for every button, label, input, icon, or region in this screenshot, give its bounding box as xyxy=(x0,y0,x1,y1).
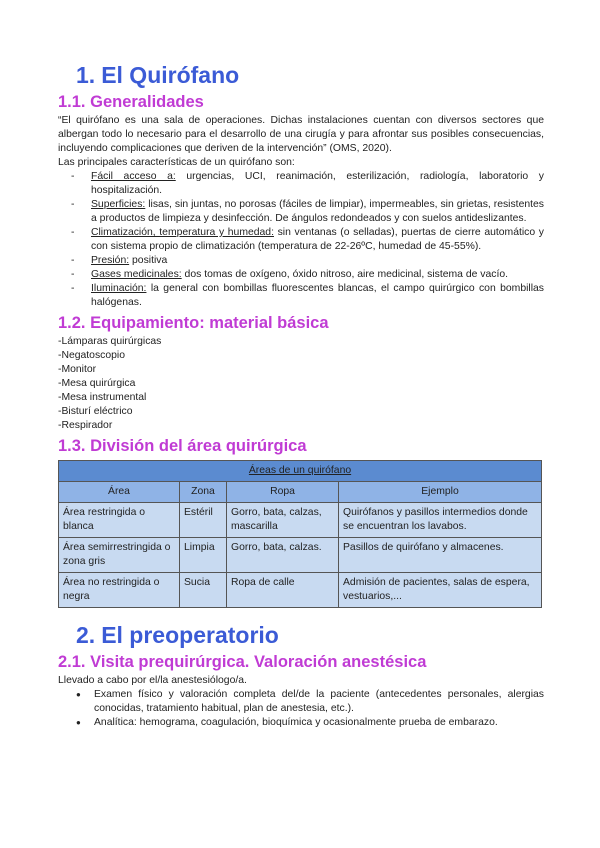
subsection-number: 2.1. xyxy=(58,653,86,671)
list-item xyxy=(91,198,544,226)
subsection-1-3-heading xyxy=(58,437,544,456)
subsection-number: 1.2. xyxy=(58,314,86,332)
table-cell: Gorro, bata, calzas. xyxy=(227,538,339,573)
table-cell: Gorro, bata, calzas, mascarilla xyxy=(227,503,339,538)
subsection-title: Equipamiento: material básica xyxy=(90,314,329,332)
subsection-number: 1.3. xyxy=(58,437,86,455)
section-2-heading xyxy=(76,622,544,649)
table-cell: Área no restringida o negra xyxy=(59,573,180,608)
table-header: Área xyxy=(59,482,180,503)
table-cell: Limpia xyxy=(180,538,227,573)
item-label: Climatización, temperatura y humedad: xyxy=(91,227,274,238)
table-cell: Ropa de calle xyxy=(227,573,339,608)
item-text: urgencias, UCI, reanimación, esterilización, radiología, laboratorio y hospitalización. xyxy=(91,171,544,196)
subsection-2-1-heading xyxy=(58,653,544,672)
subsection-title: División del área quirúrgica xyxy=(90,437,307,455)
item-text: dos tomas de oxígeno, óxido nitroso, aire medicinal, sistema de vacío. xyxy=(181,269,508,280)
equipment-item: -Lámparas quirúrgicas xyxy=(58,336,162,347)
list-item xyxy=(91,254,544,268)
subsection-1-1-heading xyxy=(58,93,544,112)
table-cell: Pasillos de quirófano y almacenes. xyxy=(339,538,542,573)
item-text: sin ventanas (o selladas), puertas de cierre automático y con sistema propio de climatización (temperatura de 22-26ºC, humedad de 45-55%). xyxy=(91,227,544,252)
surgical-areas-table xyxy=(58,460,542,608)
list-item: ● Examen físico y valoración completa del/de la paciente (antecedentes personales, alergias conocidas, tratamiento habitual, plan de anestesia, etc.). xyxy=(94,688,544,716)
equipment-item: -Mesa quirúrgica xyxy=(58,378,136,389)
section-1-heading xyxy=(76,62,544,89)
subsection-number: 1.1. xyxy=(58,93,86,111)
item-label: Gases medicinales: xyxy=(91,269,182,280)
characteristics-intro: Las principales características de un quirófano son: xyxy=(58,157,295,168)
table-row xyxy=(59,538,542,573)
table-header: Ropa xyxy=(227,482,339,503)
table-row xyxy=(59,503,542,538)
equipment-item: -Mesa instrumental xyxy=(58,392,147,403)
subsection-title: Visita prequirúrgica. Valoración anestésica xyxy=(90,653,427,671)
table-cell: Sucia xyxy=(180,573,227,608)
equipment-list xyxy=(58,335,544,433)
table-cell: Área semirrestringida o zona gris xyxy=(59,538,180,573)
equipment-item: -Negatoscopio xyxy=(58,350,126,361)
table-cell: Quirófanos y pasillos intermedios donde se encuentran los lavabos. xyxy=(339,503,542,538)
equipment-item: -Bisturí eléctrico xyxy=(58,406,133,417)
list-item xyxy=(91,268,544,282)
table-cell: Admisión de pacientes, salas de espera, vestuarios,... xyxy=(339,573,542,608)
section-number: 2. xyxy=(76,622,96,648)
table-cell: Estéril xyxy=(180,503,227,538)
table-header: Zona xyxy=(180,482,227,503)
equipment-item: -Monitor xyxy=(58,364,97,375)
item-text: lisas, sin juntas, no porosas (fáciles de limpiar), impermeables, sin grietas, resistentes a productos de limpieza y desinfección. De ángulos redondeados y con suelos antideslizantes. xyxy=(91,199,544,224)
item-text: positiva xyxy=(129,255,168,266)
item-label: Presión: xyxy=(91,255,130,266)
section-number: 1. xyxy=(76,62,96,88)
who-quote: “El quirófano es una sala de operaciones. Dichas instalaciones cuentan con diversos sectores que albergan todo lo necesario para el desarrollo de una cirugía y para afrontar sus posibles consecuencias, incluyendo complicaciones que deriven de la intervención” (OMS, 2020). xyxy=(58,115,544,154)
equipment-item: -Respirador xyxy=(58,420,113,431)
table-caption: Áreas de un quirófano xyxy=(59,461,542,482)
item-text: la general con bombillas fluorescentes blancas, el campo quirúrgico con bombillas halógenas. xyxy=(91,283,544,308)
list-item xyxy=(91,226,544,254)
item-label: Fácil acceso a: xyxy=(91,171,176,182)
preop-list xyxy=(58,688,544,730)
list-item xyxy=(91,282,544,310)
table-header: Ejemplo xyxy=(339,482,542,503)
list-item xyxy=(91,170,544,198)
table-cell: Área restringida o blanca xyxy=(59,503,180,538)
section-title: El preoperatorio xyxy=(101,622,279,648)
item-label: Iluminación: xyxy=(91,283,147,294)
preop-intro: Llevado a cabo por el/la anestesiólogo/a. xyxy=(58,675,247,686)
section-title: El Quirófano xyxy=(101,62,240,88)
list-item: ● Analítica: hemograma, coagulación, bioquímica y ocasionalmente prueba de embarazo. xyxy=(94,716,544,730)
item-label: Superficies: xyxy=(91,199,146,210)
characteristics-list xyxy=(58,170,544,310)
document-page xyxy=(58,62,544,730)
subsection-1-2-heading xyxy=(58,314,544,333)
subsection-title: Generalidades xyxy=(90,93,204,111)
table-row xyxy=(59,573,542,608)
